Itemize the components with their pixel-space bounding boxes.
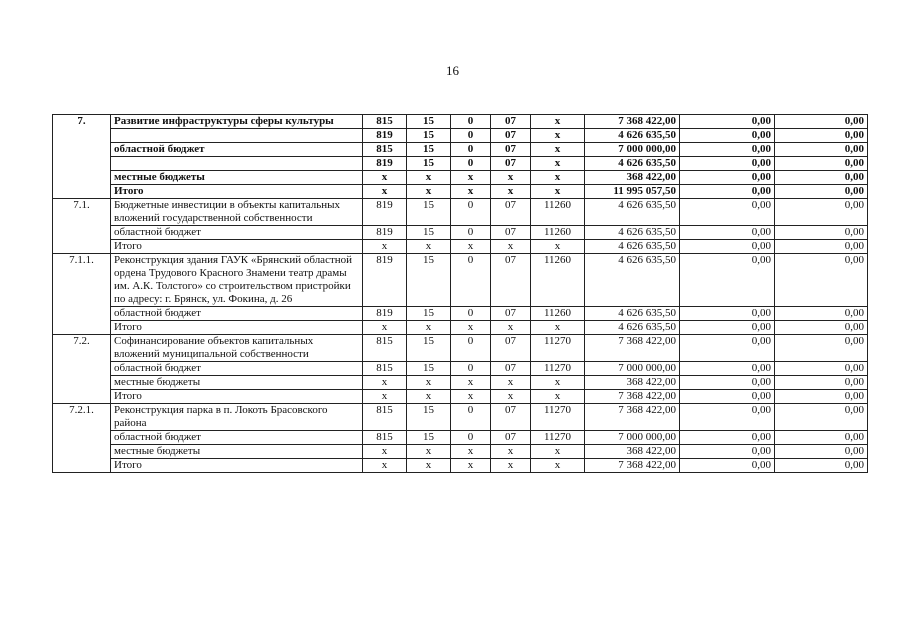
sum-cell: 0,00 [680, 185, 775, 199]
code-cell: 15 [407, 362, 451, 376]
code-cell: 819 [363, 157, 407, 171]
code-cell: x [531, 445, 585, 459]
sum-cell: 4 626 635,50 [585, 129, 680, 143]
code-cell: 0 [451, 143, 491, 157]
code-cell: 07 [491, 129, 531, 143]
sum-cell: 0,00 [680, 390, 775, 404]
sum-cell: 0,00 [775, 115, 868, 129]
code-cell: 0 [451, 129, 491, 143]
code-cell: x [363, 240, 407, 254]
code-cell: 07 [491, 254, 531, 307]
table-row [53, 240, 868, 254]
code-cell: 11270 [531, 404, 585, 431]
sum-cell: 0,00 [680, 307, 775, 321]
code-cell: x [531, 321, 585, 335]
row-name [111, 157, 363, 171]
budget-table-body [53, 115, 868, 473]
row-name: Итого [111, 321, 363, 335]
code-cell: x [451, 240, 491, 254]
sum-cell: 4 626 635,50 [585, 321, 680, 335]
sum-cell: 0,00 [680, 254, 775, 307]
code-cell: 815 [363, 404, 407, 431]
sum-cell: 0,00 [775, 431, 868, 445]
sum-cell: 4 626 635,50 [585, 226, 680, 240]
sum-cell: 0,00 [775, 129, 868, 143]
code-cell: 15 [407, 431, 451, 445]
code-cell: x [363, 376, 407, 390]
code-cell: 07 [491, 157, 531, 171]
code-cell: x [531, 157, 585, 171]
code-cell: x [363, 171, 407, 185]
code-cell: x [451, 376, 491, 390]
sum-cell: 0,00 [775, 459, 868, 473]
sum-cell: 0,00 [680, 143, 775, 157]
sum-cell: 7 000 000,00 [585, 431, 680, 445]
code-cell: 819 [363, 307, 407, 321]
table-row [53, 321, 868, 335]
sum-cell: 0,00 [680, 431, 775, 445]
code-cell: x [531, 390, 585, 404]
code-cell: 15 [407, 335, 451, 362]
code-cell: 815 [363, 431, 407, 445]
code-cell: 07 [491, 335, 531, 362]
code-cell: 815 [363, 143, 407, 157]
code-cell: 07 [491, 199, 531, 226]
code-cell: 15 [407, 157, 451, 171]
code-cell: x [451, 459, 491, 473]
row-name: Итого [111, 240, 363, 254]
code-cell: 15 [407, 226, 451, 240]
sum-cell: 0,00 [775, 445, 868, 459]
code-cell: x [491, 185, 531, 199]
sum-cell: 7 368 422,00 [585, 459, 680, 473]
sum-cell: 0,00 [775, 254, 868, 307]
code-cell: x [363, 390, 407, 404]
row-name: Итого [111, 459, 363, 473]
row-name: областной бюджет [111, 307, 363, 321]
code-cell: x [491, 321, 531, 335]
table-row [53, 404, 868, 431]
code-cell: 11270 [531, 362, 585, 376]
sum-cell: 0,00 [680, 445, 775, 459]
sum-cell: 0,00 [680, 240, 775, 254]
code-cell: 11270 [531, 431, 585, 445]
section-number: 7. [53, 115, 111, 199]
table-row [53, 335, 868, 362]
code-cell: x [531, 376, 585, 390]
code-cell: 0 [451, 115, 491, 129]
code-cell: x [407, 321, 451, 335]
code-cell: 0 [451, 362, 491, 376]
code-cell: x [451, 185, 491, 199]
code-cell: 11260 [531, 226, 585, 240]
code-cell: 819 [363, 129, 407, 143]
code-cell: x [451, 390, 491, 404]
code-cell: x [491, 171, 531, 185]
row-name [111, 129, 363, 143]
code-cell: 0 [451, 431, 491, 445]
section-number: 7.1.1. [53, 254, 111, 335]
code-cell: 0 [451, 226, 491, 240]
code-cell: 815 [363, 362, 407, 376]
table-row [53, 226, 868, 240]
sum-cell: 0,00 [775, 185, 868, 199]
row-name: Итого [111, 390, 363, 404]
code-cell: x [531, 171, 585, 185]
code-cell: 0 [451, 404, 491, 431]
code-cell: x [491, 240, 531, 254]
sum-cell: 0,00 [775, 307, 868, 321]
table-row [53, 143, 868, 157]
section-number: 7.2. [53, 335, 111, 404]
sum-cell: 368 422,00 [585, 171, 680, 185]
sum-cell: 4 626 635,50 [585, 199, 680, 226]
sum-cell: 0,00 [775, 157, 868, 171]
sum-cell: 0,00 [775, 199, 868, 226]
row-name: местные бюджеты [111, 376, 363, 390]
sum-cell: 4 626 635,50 [585, 240, 680, 254]
row-name: областной бюджет [111, 431, 363, 445]
sum-cell: 0,00 [775, 226, 868, 240]
code-cell: x [363, 445, 407, 459]
code-cell: 15 [407, 307, 451, 321]
code-cell: 11270 [531, 335, 585, 362]
sum-cell: 4 626 635,50 [585, 307, 680, 321]
sum-cell: 7 368 422,00 [585, 115, 680, 129]
sum-cell: 0,00 [775, 143, 868, 157]
code-cell: 07 [491, 307, 531, 321]
row-name: местные бюджеты [111, 445, 363, 459]
sum-cell: 0,00 [680, 199, 775, 226]
code-cell: 819 [363, 226, 407, 240]
table-row [53, 459, 868, 473]
code-cell: 815 [363, 335, 407, 362]
code-cell: x [363, 185, 407, 199]
table-row [53, 445, 868, 459]
code-cell: x [531, 143, 585, 157]
sum-cell: 7 000 000,00 [585, 143, 680, 157]
table-row [53, 199, 868, 226]
code-cell: 15 [407, 143, 451, 157]
table-row [53, 307, 868, 321]
code-cell: 815 [363, 115, 407, 129]
section-number: 7.1. [53, 199, 111, 254]
sum-cell: 7 368 422,00 [585, 390, 680, 404]
code-cell: x [407, 445, 451, 459]
code-cell: x [531, 129, 585, 143]
row-name: местные бюджеты [111, 171, 363, 185]
code-cell: x [531, 459, 585, 473]
code-cell: x [407, 240, 451, 254]
code-cell: 15 [407, 254, 451, 307]
code-cell: x [491, 376, 531, 390]
code-cell: 07 [491, 362, 531, 376]
code-cell: x [451, 321, 491, 335]
sum-cell: 368 422,00 [585, 445, 680, 459]
code-cell: x [407, 185, 451, 199]
budget-table [52, 114, 868, 473]
sum-cell: 0,00 [680, 171, 775, 185]
code-cell: 0 [451, 335, 491, 362]
table-row [53, 157, 868, 171]
code-cell: 07 [491, 226, 531, 240]
code-cell: x [531, 115, 585, 129]
code-cell: x [451, 171, 491, 185]
section-number: 7.2.1. [53, 404, 111, 473]
sum-cell: 11 995 057,50 [585, 185, 680, 199]
row-name: областной бюджет [111, 226, 363, 240]
code-cell: x [363, 459, 407, 473]
row-name: Развитие инфраструктуры сферы культуры [111, 115, 363, 129]
table-row [53, 431, 868, 445]
row-name: Реконструкция здания ГАУК «Брянский областной ордена Трудового Красного Знамени театр драмы им. А.К. Толстого» со строительством пристройки по адресу: г. Брянск, ул. Фокина, д. 26 [111, 254, 363, 307]
code-cell: 0 [451, 254, 491, 307]
code-cell: x [491, 445, 531, 459]
row-name: Реконструкция парка в п. Локоть Брасовского района [111, 404, 363, 431]
sum-cell: 0,00 [775, 376, 868, 390]
table-row [53, 390, 868, 404]
code-cell: 819 [363, 254, 407, 307]
sum-cell: 4 626 635,50 [585, 157, 680, 171]
sum-cell: 368 422,00 [585, 376, 680, 390]
sum-cell: 0,00 [680, 362, 775, 376]
table-row [53, 376, 868, 390]
sum-cell: 0,00 [680, 376, 775, 390]
sum-cell: 0,00 [680, 459, 775, 473]
code-cell: 11260 [531, 254, 585, 307]
row-name: Итого [111, 185, 363, 199]
code-cell: x [407, 171, 451, 185]
sum-cell: 7 368 422,00 [585, 404, 680, 431]
table-row [53, 115, 868, 129]
sum-cell: 0,00 [775, 335, 868, 362]
sum-cell: 0,00 [775, 171, 868, 185]
sum-cell: 0,00 [680, 321, 775, 335]
code-cell: x [531, 240, 585, 254]
code-cell: 0 [451, 307, 491, 321]
code-cell: 15 [407, 199, 451, 226]
table-row [53, 171, 868, 185]
code-cell: x [407, 459, 451, 473]
code-cell: 07 [491, 143, 531, 157]
code-cell: x [451, 445, 491, 459]
sum-cell: 0,00 [775, 362, 868, 376]
sum-cell: 0,00 [680, 129, 775, 143]
code-cell: 11260 [531, 199, 585, 226]
code-cell: 07 [491, 404, 531, 431]
code-cell: 11260 [531, 307, 585, 321]
sum-cell: 0,00 [775, 321, 868, 335]
table-row [53, 254, 868, 307]
sum-cell: 0,00 [680, 157, 775, 171]
row-name: Бюджетные инвестиции в объекты капитальных вложений государственной собственности [111, 199, 363, 226]
sum-cell: 0,00 [775, 240, 868, 254]
sum-cell: 7 000 000,00 [585, 362, 680, 376]
code-cell: 07 [491, 431, 531, 445]
sum-cell: 0,00 [680, 404, 775, 431]
code-cell: x [363, 321, 407, 335]
page-number: 16 [446, 63, 459, 78]
code-cell: 0 [451, 199, 491, 226]
code-cell: 15 [407, 115, 451, 129]
table-row [53, 185, 868, 199]
code-cell: 0 [451, 157, 491, 171]
sum-cell: 0,00 [680, 226, 775, 240]
row-name: областной бюджет [111, 362, 363, 376]
sum-cell: 0,00 [775, 404, 868, 431]
sum-cell: 4 626 635,50 [585, 254, 680, 307]
code-cell: 15 [407, 129, 451, 143]
sum-cell: 7 368 422,00 [585, 335, 680, 362]
code-cell: x [407, 390, 451, 404]
sum-cell: 0,00 [680, 335, 775, 362]
table-row [53, 362, 868, 376]
code-cell: x [531, 185, 585, 199]
row-name: областной бюджет [111, 143, 363, 157]
table-row [53, 129, 868, 143]
sum-cell: 0,00 [775, 390, 868, 404]
code-cell: 07 [491, 115, 531, 129]
code-cell: 15 [407, 404, 451, 431]
row-name: Софинансирование объектов капитальных вложений муниципальной собственности [111, 335, 363, 362]
code-cell: x [491, 390, 531, 404]
code-cell: 819 [363, 199, 407, 226]
sum-cell: 0,00 [680, 115, 775, 129]
code-cell: x [491, 459, 531, 473]
code-cell: x [407, 376, 451, 390]
